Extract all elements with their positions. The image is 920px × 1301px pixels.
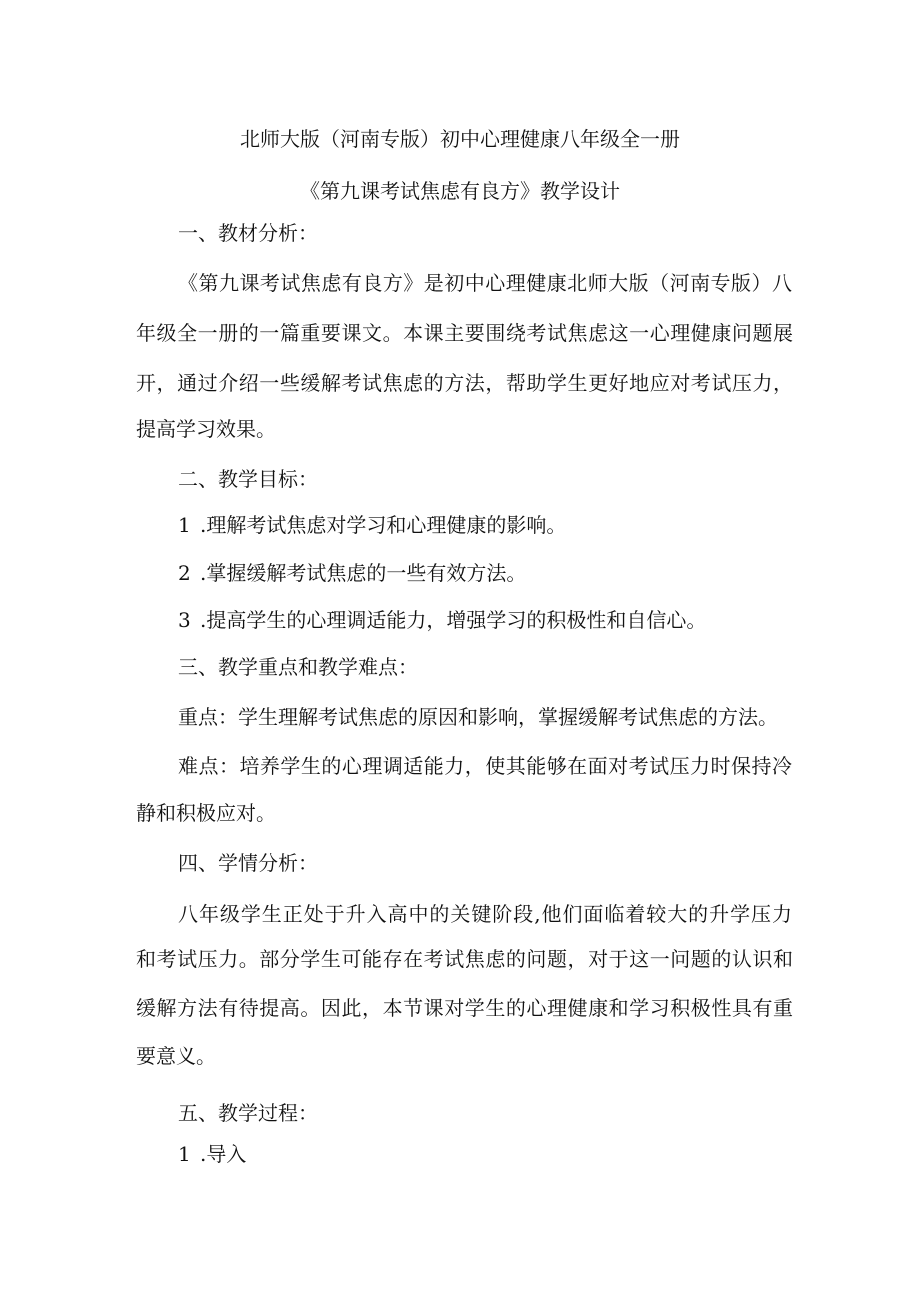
- list-item-text: .掌握缓解考试焦虑的一些有效方法。: [200, 561, 527, 585]
- list-item-text: .导入: [200, 1142, 247, 1166]
- paragraph-line: 八年级学生正处于升入高中的关键阶段,他们面临着较大的升学压力: [178, 902, 792, 926]
- list-item-number: 3: [178, 608, 191, 632]
- list-item-number: 1: [178, 513, 191, 537]
- difficulty-text-line: 静和积极应对。: [136, 801, 276, 825]
- paragraph-line: 缓解方法有待提高。因此，本节课对学生的心理健康和学习积极性具有重: [136, 996, 793, 1020]
- paragraph-line: 《第九课考试焦虑有良方》是初中心理健康北师大版（河南专版）八: [178, 271, 792, 295]
- difficulty-text-line: 难点：培养学生的心理调适能力，使其能够在面对考试压力时保持冷: [178, 754, 792, 778]
- section-heading-textbook-analysis: 一、教材分析：: [178, 221, 318, 245]
- list-item-number: 1: [178, 1142, 191, 1166]
- paragraph-line: 开，通过介绍一些缓解考试焦虑的方法，帮助学生更好地应对考试压力，: [136, 371, 793, 395]
- document-title-line2: 《第九课考试焦虑有良方》教学设计: [300, 179, 620, 203]
- list-item: [178, 512, 566, 538]
- section-heading-teaching-process: 五、教学过程：: [178, 1101, 318, 1125]
- section-heading-student-analysis: 四、学情分析：: [178, 851, 318, 875]
- section-heading-key-points: 三、教学重点和教学难点：: [178, 655, 418, 679]
- list-item-text: .理解考试焦虑对学习和心理健康的影响。: [200, 513, 567, 537]
- list-item-text: .提高学生的心理调适能力，增强学习的积极性和自信心。: [200, 608, 707, 632]
- key-point-text: 重点：学生理解考试焦虑的原因和影响，掌握缓解考试焦虑的方法。: [178, 705, 778, 729]
- paragraph-line: 年级全一册的一篇重要课文。本课主要围绕考试焦虑这一心理健康问题展: [136, 321, 793, 345]
- paragraph-line: 提高学习效果。: [136, 417, 276, 441]
- list-item-number: 2: [178, 561, 191, 585]
- paragraph-line: 和考试压力。部分学生可能存在考试焦虑的问题，对于这一问题的认识和: [136, 947, 793, 971]
- document-title-line1: 北师大版（河南专版）初中心理健康八年级全一册: [240, 127, 680, 151]
- section-heading-teaching-goals: 二、教学目标：: [178, 467, 318, 491]
- list-item: [178, 607, 706, 633]
- list-item: [178, 1141, 246, 1167]
- list-item: [178, 560, 526, 586]
- paragraph-line: 要意义。: [136, 1044, 216, 1068]
